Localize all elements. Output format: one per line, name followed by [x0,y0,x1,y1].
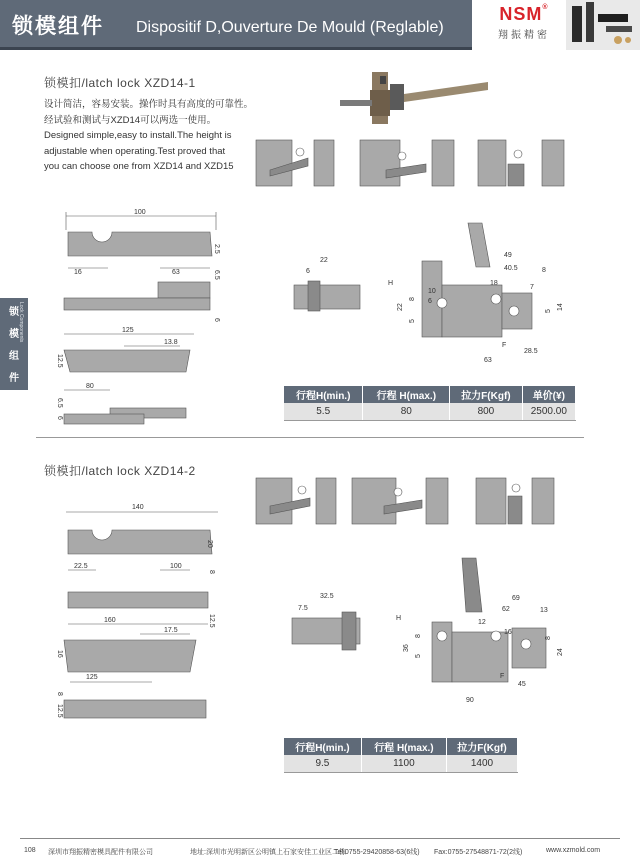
table1-cell-price: 2500.00 [522,403,575,420]
dim-s1r-28-5: 28.5 [524,348,538,355]
dim-s2-16: 16 [56,650,63,658]
dim-s1-16: 16 [74,269,82,276]
page-number: 108 [24,847,36,854]
dim-s2-17-5: 17.5 [164,627,178,634]
parts-photo [566,0,640,50]
dim-s2r-8: 8 [415,634,422,638]
header-band-edge [0,47,472,50]
table1-header-hmin: 行程H(min.) [284,386,363,403]
section1-assembly-drawing [280,215,580,365]
dim-s1r-5b: 5 [545,309,552,313]
dim-s2r-F: F [500,673,505,680]
dim-s1r-49: 49 [504,252,512,259]
latch-lock-photo [340,70,490,130]
dim-s2-160: 160 [104,617,116,624]
side-char-2: 模 [9,329,19,340]
footer-website: www.xzmold.com [546,847,601,854]
section2-spec-table [284,738,518,773]
page-footer [0,838,640,864]
footer-company: 深圳市翔振精密模具配件有限公司 [48,849,153,856]
registered-icon: ® [542,4,549,11]
dim-s1r-40-5: 40.5 [504,265,518,272]
dim-s1-6-5b: 6.5 [56,398,63,408]
desc-cn-line1: 设计简洁，容易安装。操作时具有高度的可靠性。 [44,99,254,110]
sequence1-step3 [478,140,564,186]
dim-s2r-7-5: 7.5 [298,605,308,612]
dim-s1r-18: 18 [490,280,498,287]
table2-cell-hmin: 9.5 [284,755,361,772]
dim-s1r-6v: 6 [428,298,432,305]
section1-part-drawings [40,200,240,430]
section1-spec-table [284,386,576,421]
dim-s1r-8v: 8 [409,297,416,301]
side-char-1: 锁 [9,307,19,318]
dim-s2r-62: 62 [502,606,510,613]
footer-fax: Fax:0755-27548871-72(2线) [434,849,523,856]
table-row [284,403,576,420]
dim-s1-13-8: 13.8 [164,339,178,346]
sequence1-step2 [360,140,454,186]
dim-s1-125: 125 [122,327,134,334]
dim-s1r-63: 63 [484,357,492,364]
dim-s2r-8v: 8 [545,636,552,640]
side-category-tab [0,298,28,390]
table1-cell-hmin: 5.5 [284,403,363,420]
side-char-4: 件 [9,373,19,384]
dim-s2-100: 100 [170,563,182,570]
dim-s1r-5: 5 [409,319,416,323]
dim-s2r-69: 69 [512,595,520,602]
table2-cell-force: 1400 [446,755,517,772]
dim-s2r-5: 5 [415,654,422,658]
section2-assembly-drawing [280,548,580,708]
dim-s1r-22v: 22 [397,303,404,311]
dim-s2-12-5: 12.5 [208,614,215,628]
dim-s2r-16: 16 [504,629,512,636]
dim-s1-80: 80 [86,383,94,390]
dim-s1r-6: 6 [306,268,310,275]
table2-header-hmin: 行程H(min.) [284,738,361,755]
dim-s2-125: 125 [86,674,98,681]
dim-s1-100: 100 [134,209,146,216]
dim-s1-6b: 6 [56,416,63,420]
table-row [284,755,518,772]
dim-s1r-14: 14 [557,303,564,311]
dim-s2r-45: 45 [518,681,526,688]
section-divider [36,437,584,438]
dim-s1r-8: 8 [542,267,546,274]
header-title-en: Dispositif D,Ouverture De Mould (Reglable) [136,19,444,36]
table2-header-force: 拉力F(Kgf) [446,738,517,755]
desc-cn-line2: 经试验和测试与XZD14可以两选一使用。 [44,114,217,126]
table1-header-hmax: 行程 H(max.) [363,386,450,403]
table1-cell-hmax: 80 [363,403,450,420]
dim-s1r-10: 10 [428,288,436,295]
dim-s2r-32-5: 32.5 [320,593,334,600]
desc-en-line2: adjustable when operating.Test proved that [44,145,226,157]
section1-description [44,97,274,175]
dim-s2r-90: 90 [466,697,474,704]
table2-header-hmax: 行程 H(max.) [361,738,446,755]
desc-en-line3: you can choose one from XZD14 and XZD15 [44,161,234,172]
dim-s1r-22: 22 [320,257,328,264]
dim-s1-12-5: 12.5 [56,354,63,368]
dim-s1-6: 6 [213,318,220,322]
dim-s1r-H: H [388,280,394,287]
logo-mark: NSM [499,4,543,24]
brand-logo [478,4,570,46]
dim-s2-20: 20 [206,540,213,548]
sequence2-step2 [352,478,448,524]
sequence2-step3 [476,478,554,524]
footer-tel: Tel:0755-29420858-63(6线) [334,849,420,856]
table2-cell-hmax: 1100 [361,755,446,772]
dim-s2r-36: 36 [403,644,410,652]
header-title-cn: 锁模组件 [12,14,104,38]
operation-sequence-2 [256,466,586,526]
table1-header-price: 单价(¥) [522,386,575,403]
dim-s1r-7: 7 [530,284,534,291]
page-header [0,0,640,50]
dim-s2-12-5b: 12.5 [56,704,63,718]
dim-s2-140: 140 [132,504,144,511]
logo-subtitle: 翔振精密 [498,30,550,41]
side-tab-en: Lock Components [18,302,24,343]
table1-header-force: 拉力F(Kgf) [450,386,522,403]
section1-title: 锁模扣/latch lock XZD14-1 [44,76,196,90]
dim-s2r-H: H [396,615,402,622]
desc-en-line1: Designed simple,easy to install.The height is [44,130,232,141]
dim-s2-8: 8 [208,570,215,574]
dim-s2r-13: 13 [540,607,548,614]
dim-s1r-F: F [502,342,507,349]
footer-rule [20,838,620,839]
section2-title: 锁模扣/latch lock XZD14-2 [44,464,196,478]
dim-s2-22-5: 22.5 [74,563,88,570]
sequence1-step1 [256,140,334,186]
table1-cell-force: 800 [450,403,522,420]
dim-s2-8b: 8 [56,692,63,696]
dim-s1-6-5: 6.5 [213,270,220,280]
footer-address: 地址:深圳市光明新区公明镇上石家安佳工业区二栋 [190,849,346,856]
section2-part-drawings [40,500,240,730]
dim-s2r-24: 24 [557,648,564,656]
dim-s1-2-5: 2.5 [213,244,220,254]
operation-sequence-1 [256,128,586,188]
sequence2-step1 [256,478,336,524]
dim-s1-63: 63 [172,269,180,276]
side-char-3: 组 [9,351,19,362]
dim-s2r-12: 12 [478,619,486,626]
